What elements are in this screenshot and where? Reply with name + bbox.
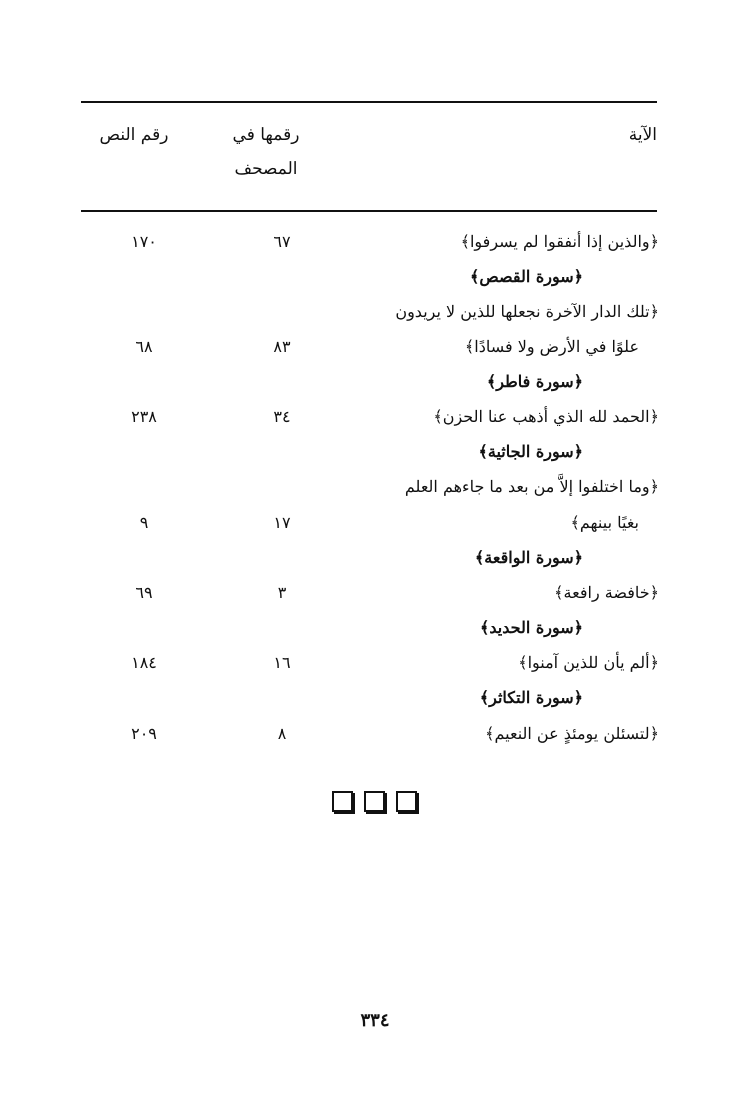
- page-number: ٣٣٤: [360, 1010, 390, 1031]
- table-row: [0, 575, 751, 611]
- text-number: ٢٣٨: [131, 407, 157, 426]
- sura-heading: ﴿سورة الجاثية﴾: [478, 442, 583, 461]
- verse-text-continued: بغيًا بينهم﴾: [570, 513, 639, 532]
- sura-heading: ﴿سورة الواقعة﴾: [474, 548, 583, 567]
- verse-text: ﴿لتسئلن يومئذٍ عن النعيم﴾: [485, 724, 659, 743]
- sura-heading-row: [0, 364, 751, 400]
- sura-heading-row: [0, 540, 751, 576]
- header-mushaf-line1: رقمها في: [232, 125, 300, 145]
- section-end-ornament: [332, 791, 422, 815]
- table-row: [0, 505, 751, 541]
- header-text-number: رقم النص: [99, 125, 169, 145]
- mushaf-number: ٣: [277, 583, 287, 602]
- table-row: [0, 469, 751, 505]
- verse-text: ﴿تلك الدار الآخرة نجعلها للذين لا يريدون: [395, 302, 659, 321]
- table-row: [0, 399, 751, 435]
- mushaf-number: ٨٣: [273, 337, 291, 356]
- sura-heading: ﴿سورة فاطر﴾: [486, 372, 583, 391]
- text-number: ٦٩: [135, 583, 153, 602]
- mushaf-number: ٣٤: [273, 407, 291, 426]
- square-ornament-icon: [364, 791, 385, 812]
- text-number: ٦٨: [135, 337, 153, 356]
- text-number: ١٧٠: [131, 232, 157, 251]
- text-number: ٩: [139, 513, 149, 532]
- sura-heading-row: [0, 680, 751, 716]
- sura-heading-row: [0, 610, 751, 646]
- sura-heading: ﴿سورة التكاثر﴾: [479, 688, 583, 707]
- verse-text: ﴿ألم يأن للذين آمنوا﴾: [518, 653, 659, 672]
- header-verse: الآية: [628, 125, 657, 145]
- verse-text: ﴿خافضة رافعة﴾: [554, 583, 659, 602]
- table-row: [0, 329, 751, 365]
- mushaf-number: ١٧: [273, 513, 291, 532]
- sura-heading-row: [0, 434, 751, 470]
- verse-text-continued: علوًا في الأرض ولا فسادًا﴾: [464, 337, 639, 356]
- text-number: ٢٠٩: [131, 724, 157, 743]
- verse-text: ﴿والذين إذا أنفقوا لم يسرفوا﴾: [460, 232, 659, 251]
- table-top-rule: [81, 101, 657, 103]
- header-bottom-rule: [81, 210, 657, 212]
- mushaf-number: ٨: [277, 724, 287, 743]
- header-mushaf-line2: المصحف: [234, 159, 298, 179]
- text-number: ١٨٤: [131, 653, 157, 672]
- table-row: [0, 645, 751, 681]
- table-row: [0, 294, 751, 330]
- mushaf-number: ١٦: [273, 653, 291, 672]
- sura-heading-row: [0, 259, 751, 295]
- verse-text: ﴿الحمد لله الذي أذهب عنا الحزن﴾: [433, 407, 659, 426]
- sura-heading: ﴿سورة الحديد﴾: [480, 618, 583, 637]
- table-row: [0, 716, 751, 752]
- mushaf-number: ٦٧: [273, 232, 291, 251]
- verse-text: ﴿وما اختلفوا إلاَّ من بعد ما جاءهم العلم: [404, 477, 659, 496]
- square-ornament-icon: [396, 791, 417, 812]
- square-ornament-icon: [332, 791, 353, 812]
- header-mushaf-number: [226, 118, 306, 186]
- table-row: [0, 224, 751, 260]
- sura-heading: ﴿سورة القصص﴾: [470, 267, 583, 286]
